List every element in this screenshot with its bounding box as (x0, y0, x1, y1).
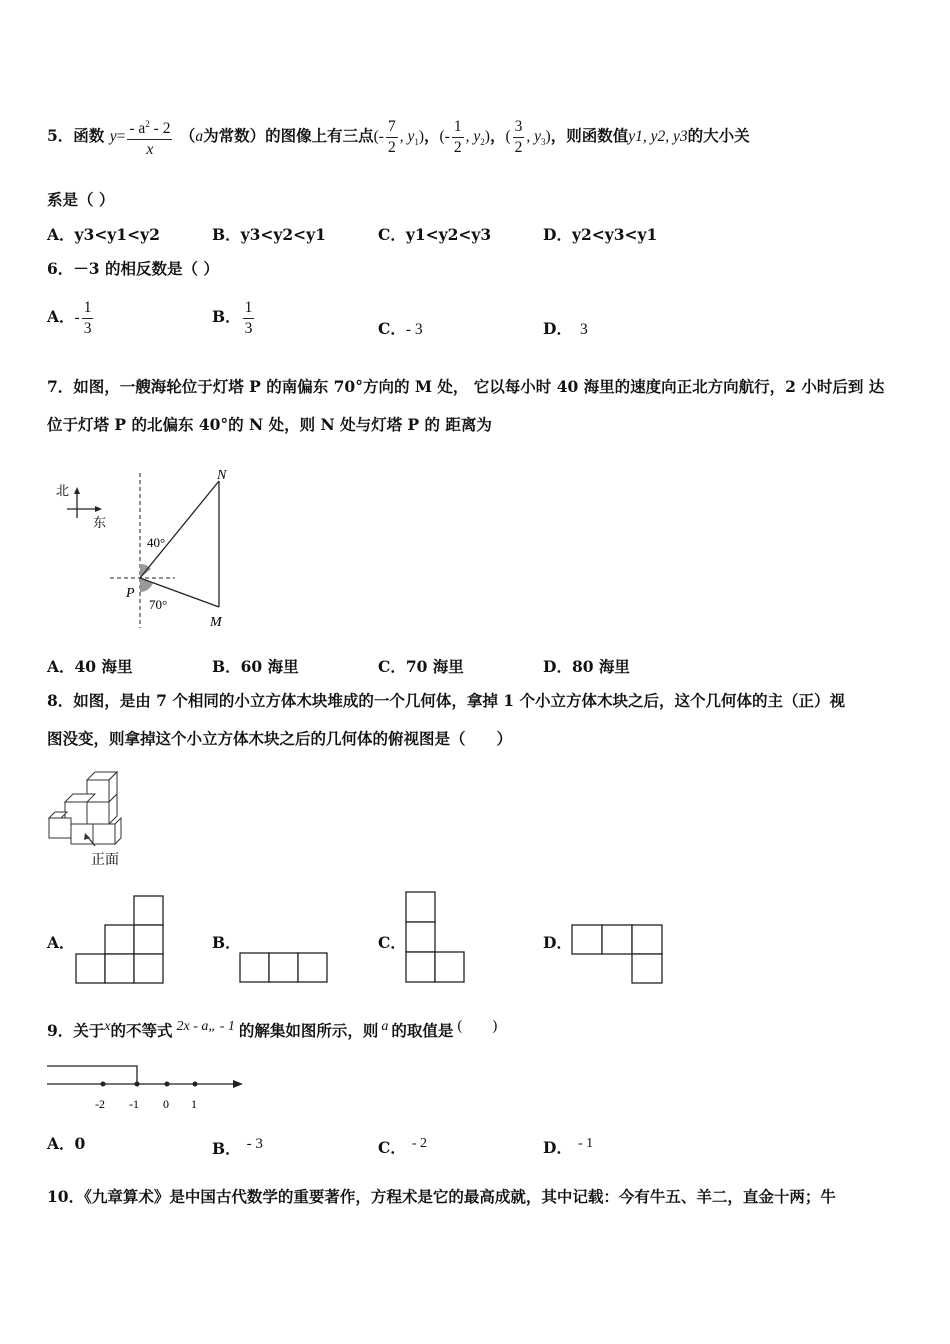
tick-0 (165, 1082, 170, 1087)
q9-stem: 9．关于$^x$的不等式 $^{2x - a„ - 1}$ 的解集如图所示，则 $^a$ 的取值是 ( ) (47, 1018, 498, 1041)
q5-point-1: (- $\frac{7}{2}$ , $y_1$) (373, 117, 425, 156)
q10-stem-line1: 10．《九章算术》是中国古代数学的重要著作，方程术是它的最高成就，其中记载：今有牛五、羊二，直金十两；牛 (47, 1187, 836, 1206)
q7-option-d[interactable]: D．80 海里 (543, 657, 630, 676)
q6-option-d[interactable]: D． 3 (543, 319, 588, 338)
q6-option-c[interactable]: C．- 3 (378, 319, 423, 338)
q9-answer-paren[interactable]: ( ) (457, 1018, 498, 1034)
q7-option-c[interactable]: C．70 海里 (378, 657, 464, 676)
q7-option-a[interactable]: A．40 海里 (47, 657, 133, 676)
q8-option-a-label[interactable]: A． (47, 933, 75, 952)
label-p: P (126, 586, 135, 601)
q8-option-c-label[interactable]: C． (378, 933, 406, 952)
q8-option-c-grid[interactable] (404, 891, 468, 985)
q6-option-a[interactable]: A．- $\frac{1}{3}$ (47, 298, 92, 337)
q7-lighthouse-figure (47, 463, 257, 635)
q8-cube-stack-figure (47, 768, 135, 876)
q6-option-b[interactable]: B． $\frac{1}{3}$ (212, 298, 253, 337)
east-arrow-head-icon (95, 506, 102, 512)
q9-option-d[interactable]: D． $^{- 1}$ (543, 1136, 594, 1158)
label-m: M (210, 615, 222, 630)
q5-point-2: (- $\frac{1}{2}$ , $y_2$) (439, 117, 490, 156)
label-front: 正面 (91, 853, 119, 868)
label-angle-70: 70° (149, 597, 168, 612)
q8-option-d-grid[interactable] (570, 924, 664, 986)
label-east: 东 (93, 515, 107, 530)
q5-point-3: ( $\frac{3}{2}$ , $y_3$) (505, 117, 551, 156)
q8-option-b-grid[interactable] (238, 952, 330, 984)
north-arrow-head-icon (74, 487, 80, 494)
q5-formula-y: y (109, 128, 117, 145)
q7-option-b[interactable]: B．60 海里 (212, 657, 299, 676)
tick-label: 1 (191, 1097, 197, 1111)
q8-stem-line2: 图没变，则拿掉这个小立方体木块之后的几何体的俯视图是（ ） (47, 729, 513, 748)
q5-option-c[interactable]: C．y1<y2<y3 (378, 225, 492, 244)
q5-option-d[interactable]: D．y2<y3<y1 (543, 225, 658, 244)
q9-inequality: 2x - a„ - 1 (176, 1019, 235, 1034)
q5-stem-line1: 5．函数 y= $\frac{- a^2 - 2}{x}$ （a为常数）的图像上有三点(- $\frac{7}{2}$ , $y_1$)，(- $\frac{1}{2}$ , $y_2$)，( $\frac{3}{2}$ , $y_3$)，则函数值y1, y2, y3的大小关 (47, 108, 750, 170)
tick-label: -1 (129, 1097, 139, 1111)
number-line-arrow-icon (233, 1080, 243, 1088)
q9-option-b[interactable]: B． $^{- 3}$ (212, 1136, 263, 1159)
q8-option-b-label[interactable]: B． (212, 933, 241, 952)
tick-label: -2 (95, 1097, 105, 1111)
q8-stem-line1: 8．如图，是由 7 个相同的小立方体木块堆成的一个几何体，拿掉 1 个小立方体木块之后，这个几何体的主（正）视 (47, 691, 845, 710)
q7-stem-line1: 7．如图，一艘海轮位于灯塔 P 的南偏东 70°方向的 M 处， 它以每小时 40 海里的速度向正北方向航行，2 小时后到 达 (47, 377, 885, 396)
q9-number-line (45, 1056, 250, 1112)
label-angle-40: 40° (147, 535, 166, 550)
label-n: N (217, 468, 227, 483)
segment-pn (140, 481, 219, 578)
q9-option-a[interactable]: A．0 (47, 1134, 86, 1153)
tick-minus-1 (135, 1082, 140, 1087)
solution-set-bracket (47, 1066, 137, 1084)
q7-stem-line2: 位于灯塔 P 的北偏东 40°的 N 处，则 N 处与灯塔 P 的 距离为 (47, 415, 492, 434)
label-north: 北 (56, 483, 70, 498)
q5-stem-line2: 系是（ ） (47, 190, 115, 209)
q5-formula-fraction: $\frac{- a^2 - 2}{x}$ (127, 114, 172, 160)
tick-label: 0 (163, 1097, 169, 1111)
q5-option-b[interactable]: B．y3<y2<y1 (212, 225, 326, 244)
q5-option-a[interactable]: A．y3<y1<y2 (47, 225, 160, 244)
q9-option-c[interactable]: C． $^{- 2}$ (378, 1136, 428, 1158)
tick-minus-2 (101, 1082, 106, 1087)
q8-option-a-grid[interactable] (74, 895, 166, 985)
tick-1 (193, 1082, 198, 1087)
q8-option-d-label[interactable]: D． (543, 933, 572, 952)
q6-stem: 6．－3 的相反数是（ ） (47, 259, 219, 278)
